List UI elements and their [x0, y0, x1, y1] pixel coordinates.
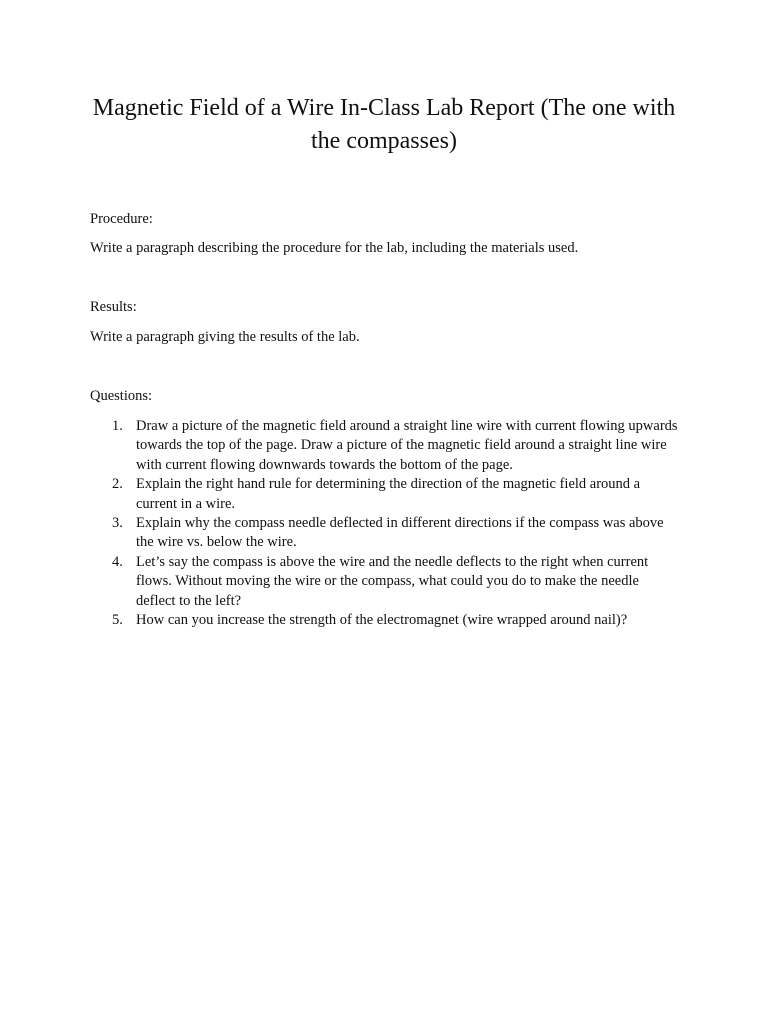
procedure-heading: Procedure:	[90, 211, 153, 227]
procedure-text: Write a paragraph describing the procedure for the lab, including the materials used.	[90, 240, 579, 256]
question-text: How can you increase the strength of the electromagnet (wire wrapped around nail)?	[136, 612, 628, 629]
question-item	[90, 417, 680, 475]
question-number: 5.	[112, 612, 123, 629]
question-text: Explain the right hand rule for determining the direction of the magnetic field around a current in a wire.	[136, 476, 641, 512]
document-title: Magnetic Field of a Wire In-Class Lab Report (The one with the compasses)	[92, 95, 676, 154]
question-number: 3.	[112, 515, 123, 532]
question-item	[90, 553, 680, 611]
question-number: 1.	[112, 418, 123, 434]
questions-list	[90, 417, 680, 630]
question-number: 4.	[112, 553, 123, 570]
questions-heading: Questions:	[90, 388, 153, 404]
results-text: Write a paragraph giving the results of the lab.	[90, 329, 360, 345]
results-heading: Results:	[90, 299, 137, 315]
question-item	[90, 475, 680, 514]
question-item	[90, 611, 680, 630]
question-item	[90, 514, 680, 553]
question-number: 2.	[112, 476, 123, 493]
question-text: Explain why the compass needle deflected in different directions if the compass was above the wire vs. below the wire.	[136, 515, 664, 551]
question-text: Let’s say the compass is above the wire and the needle deflects to the right when current flows. Without moving the wire or the compass, what could you do to make the needle deflect to the left?	[136, 553, 649, 609]
question-text: Draw a picture of the magnetic field around a straight line wire with current flowing upwards towards the top of the page. Draw a picture of the magnetic field around a straight line wire with current flowing downwards towards the bottom of the page.	[136, 418, 678, 473]
